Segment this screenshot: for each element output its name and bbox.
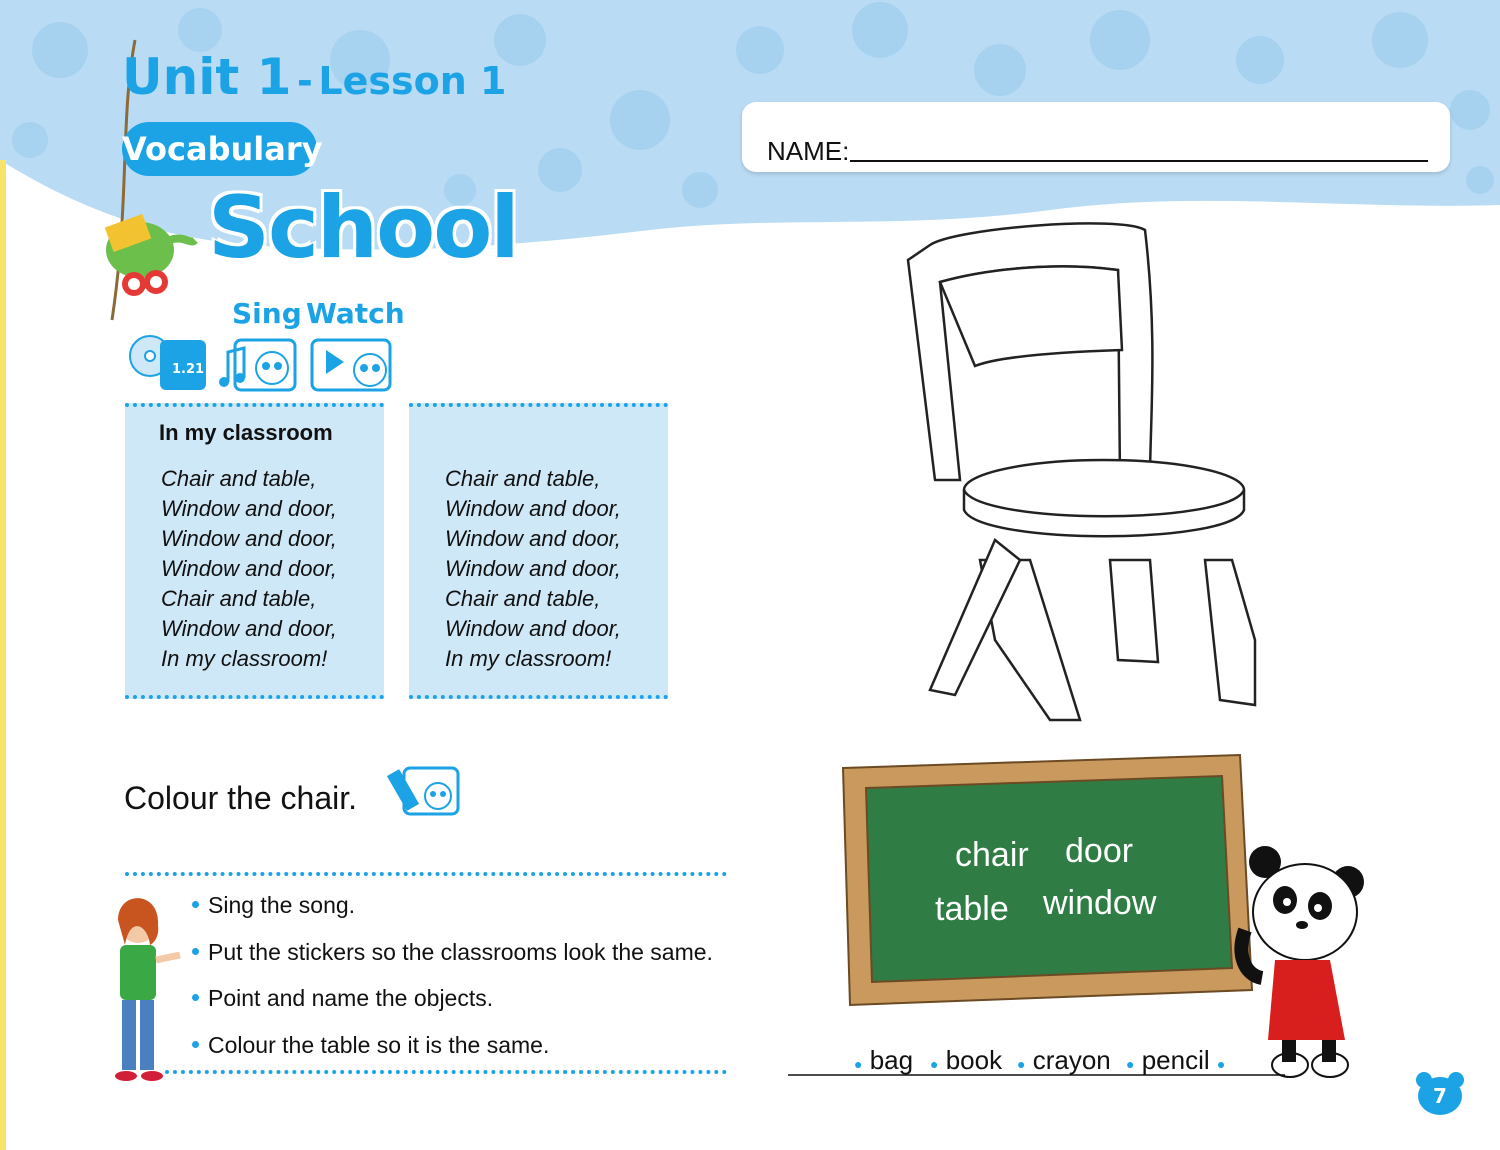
bullet-icon [192, 994, 199, 1001]
teacher-note-text: Point and name the objects. [208, 985, 494, 1011]
sing-icon [219, 340, 295, 390]
song-verse-left [161, 464, 337, 674]
teacher-note-text: Sing the song. [208, 892, 356, 918]
teacher-note [192, 939, 713, 966]
lesson-label: Lesson 1 [318, 59, 507, 103]
song-line: Chair and table, [161, 466, 317, 491]
name-input-line[interactable] [850, 160, 1428, 162]
song-line: Chair and table, [445, 586, 601, 611]
page-edge [0, 160, 6, 1150]
sticker-word-crayon [1017, 1045, 1111, 1076]
song-line: In my classroom! [445, 646, 612, 671]
paw-icon: ● [854, 1056, 863, 1072]
activity-instruction: Colour the chair. [124, 780, 358, 816]
sticker-word-text: crayon [1032, 1045, 1111, 1075]
paw-icon: ● [930, 1056, 939, 1072]
bullet-icon [192, 901, 199, 908]
teacher-note-text: Put the stickers so the classrooms look the same. [208, 939, 713, 965]
song-line: In my classroom! [161, 646, 328, 671]
song-line: Chair and table, [445, 466, 601, 491]
name-label: NAME: [767, 136, 850, 166]
song-line: Window and door, [161, 526, 337, 551]
vocabulary-badge: Vocabulary [122, 122, 317, 176]
song-line: Window and door, [445, 496, 621, 521]
blackboard [843, 755, 1252, 1005]
unit-label: Unit 1 [122, 48, 292, 106]
page-number: 7 [1433, 1084, 1447, 1108]
song-line: Window and door, [445, 556, 621, 581]
paw-icon: ● [1126, 1056, 1135, 1072]
paw-icon: ● [1216, 1056, 1226, 1072]
sticker-word-text: bag [869, 1045, 914, 1075]
teacher-note [192, 1032, 549, 1059]
song-line: Window and door, [161, 616, 337, 641]
watch-label: Watch [306, 297, 405, 330]
board-word-window: window [1043, 884, 1157, 922]
board-word-chair: chair [955, 836, 1029, 874]
unit-lesson-title [122, 48, 507, 106]
sticker-word-text: pencil [1141, 1045, 1210, 1075]
teacher-note [192, 892, 355, 919]
teacher-note-text: Colour the table so it is the same. [208, 1032, 550, 1058]
paw-icon: ● [1017, 1056, 1026, 1072]
song-line: Window and door, [445, 616, 621, 641]
sticker-word-pencil [1126, 1045, 1225, 1076]
bullet-icon [192, 1041, 199, 1048]
song-title: In my classroom [159, 420, 333, 445]
watch-icon [312, 340, 390, 390]
board-word-door: door [1065, 832, 1134, 870]
sticker-word-book [930, 1045, 1002, 1076]
notes-divider-top [125, 872, 727, 876]
bullet-icon [192, 948, 199, 955]
notes-divider-bottom [165, 1070, 727, 1074]
crayon-icon [387, 768, 458, 814]
song-line: Window and door, [161, 556, 337, 581]
teacher-note [192, 985, 493, 1012]
sing-label: Sing [232, 297, 302, 330]
topic-title: School [208, 178, 518, 278]
board-word-table: table [935, 890, 1009, 928]
track-number: 1.21 [172, 362, 205, 377]
song-line: Window and door, [445, 526, 621, 551]
panda-illustration [1241, 846, 1364, 1077]
song-verse-right [445, 464, 621, 674]
chair-illustration [908, 223, 1255, 720]
sticker-word-bag [854, 1045, 913, 1076]
song-line: Chair and table, [161, 586, 317, 611]
title-separator: - [297, 59, 313, 103]
song-line: Window and door, [161, 496, 337, 521]
teacher-illustration [115, 898, 180, 1081]
sticker-word-text: book [945, 1045, 1003, 1075]
